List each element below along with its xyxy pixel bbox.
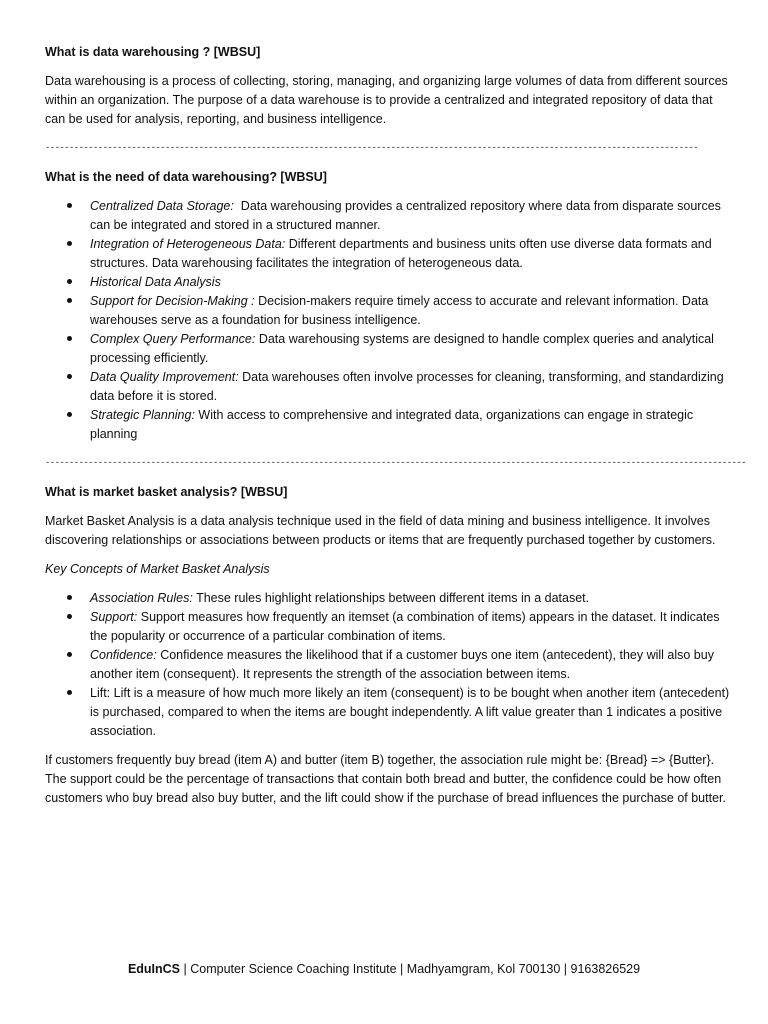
bullet-icon: [67, 298, 72, 303]
list-item: [45, 646, 735, 684]
bullet-icon: [67, 595, 72, 600]
list-item-text: Data warehousing provides a centralized repository where data from disparate sources can be integrated and stored in a structured manner.: [90, 199, 725, 232]
list-item-text: Different departments and business units often use diverse data formats and structures. Data warehousing facilitates the integration of heterogeneous data.: [90, 237, 712, 270]
list-item-text: These rules highlight relationships between different items in a dataset.: [192, 591, 590, 605]
heading-market-basket-analysis: What is market basket analysis? [WBSU]: [45, 485, 288, 499]
list-item-text: Data warehousing systems are designed to handle complex queries and analytical processing efficiently.: [90, 332, 714, 365]
list-item-term: Historical Data Analysis: [90, 275, 221, 289]
list-item: [45, 608, 735, 646]
list-item-term: Data Quality Improvement:: [90, 370, 239, 384]
list-item-term: Support for Decision-Making :: [90, 294, 255, 308]
paragraph-market-basket-analysis: Market Basket Analysis is a data analysis technique used in the field of data mining and business intelligence. It involves discovering relationships or associations between products or items that are frequently purchased together by customers.: [45, 514, 716, 547]
list-item: [45, 684, 735, 741]
list-item-text: Lift: Lift is a measure of how much more likely an item (consequent) is to be bought when another item (antecedent) is purchased, compared to when the items are bought independently. A lift value greater than 1 indicates a positive association.: [90, 686, 730, 738]
list-item: [45, 292, 735, 330]
list-item-term: Integration of Heterogeneous Data:: [90, 237, 286, 251]
bullet-icon: [67, 279, 72, 284]
list-item-term: Confidence:: [90, 648, 157, 662]
bullet-icon: [67, 412, 72, 417]
list-item: [45, 273, 735, 292]
paragraph-data-warehousing: Data warehousing is a process of collecting, storing, managing, and organizing large volumes of data from different sources within an organization. The purpose of a data warehouse is to provide a centralized and integrated repository of data that can be used for analysis, reporting, and business intelligence.: [45, 74, 728, 126]
list-item-term: Association Rules:: [90, 591, 193, 605]
list-item-text: Support measures how frequently an itemset (a combination of items) appears in the dataset. It indicates the popularity or occurrence of a particular combination of items.: [90, 610, 720, 643]
bullet-icon: [67, 241, 72, 246]
list-item: [45, 197, 735, 235]
bullet-icon: [67, 336, 72, 341]
list-item: [45, 368, 735, 406]
bullet-icon: [67, 374, 72, 379]
bullet-icon: [67, 690, 72, 695]
bullet-icon: [67, 652, 72, 657]
need-list: [45, 197, 735, 444]
list-item: [45, 589, 735, 608]
list-item-text: Confidence measures the likelihood that if a customer buys one item (antecedent), they will also buy another item (consequent). It represents the strength of the association between items.: [90, 648, 714, 681]
bullet-icon: [67, 203, 72, 208]
list-item-text: With access to comprehensive and integrated data, organizations can engage in strategic planning: [90, 408, 694, 441]
list-item: [45, 330, 735, 368]
heading-need-of-data-warehousing: What is the need of data warehousing? [WBSU]: [45, 170, 327, 184]
subheading-key-concepts: Key Concepts of Market Basket Analysis: [45, 562, 270, 576]
list-item-text: Decision-makers require timely access to accurate and relevant information. Data warehouses serve as a foundation for business intelligence.: [90, 294, 709, 327]
footer-details: | Computer Science Coaching Institute | Madhyamgram, Kol 700130 | 9163826529: [180, 962, 641, 976]
list-item: [45, 235, 735, 273]
paragraph-example: If customers frequently buy bread (item A) and butter (item B) together, the association rule might be: {Bread} => {Butter}. The support could be the percentage of transactions that contain both bread and butter, the confidence could be how often customers who buy bread also buy butter, and the lift could show if the purchase of bread influences the purchase of butter.: [45, 753, 726, 805]
list-item-term: Strategic Planning:: [90, 408, 195, 422]
separator-line: ----------------------------------------------------------------------------------------------------------------------------------------: [45, 143, 698, 153]
list-item-text: Data warehouses often involve processes for cleaning, transforming, and standardizing data before it is stored.: [90, 370, 724, 403]
document-content: [45, 43, 746, 818]
list-item-term: Support:: [90, 610, 138, 624]
list-item-term: Centralized Data Storage:: [90, 199, 234, 213]
key-concepts-list: [45, 589, 735, 741]
footer-brand: EduInCS: [127, 962, 181, 976]
list-item-term: Complex Query Performance:: [90, 332, 256, 346]
list-item: [45, 406, 735, 444]
heading-data-warehousing: What is data warehousing ? [WBSU]: [45, 45, 261, 59]
page-footer: [0, 960, 768, 979]
separator-line: --------------------------------------------------------------------------------------------------------------------------------------------------: [45, 458, 746, 468]
bullet-icon: [67, 614, 72, 619]
